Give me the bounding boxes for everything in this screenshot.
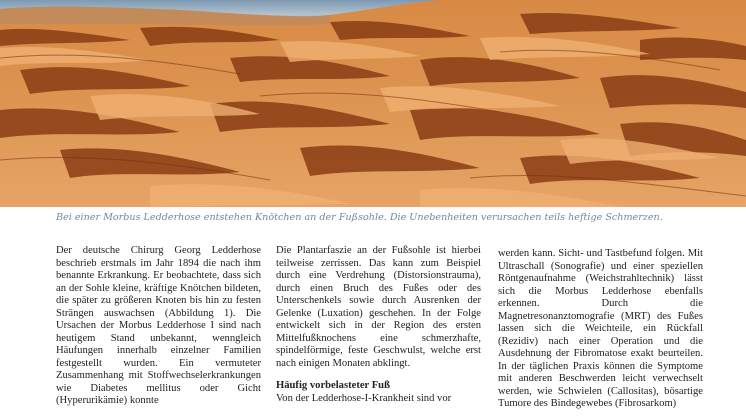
desert-dunes-photo [0,0,746,207]
text-column-1 [56,245,261,419]
paragraph: werden kann. Sicht- und Tastbefund folgen. Mit Ultraschall (Sonografie) und einer speziellen Röntgenaufnahme (Weichstrahltechnik) lässt sich die Morbus Ledderhose ebenfalls erkennen. Durch die Magnetresonanztomografie (MRT) des Fußes lassen sich die Weichteile, ein Rückfall (Rezidiv) nach einer Operation und die Ausdehnung der Fibromatose exakt beurteilen. In der täglichen Praxis können die Symptome mit anderen Beschwerden leicht verwechselt werden, wie Schwielen (Callositas), bösartige Tumore des Bindegewebes (Fibrosarkom) [498,248,703,409]
paragraph: Von der Ledderhose-I-Krankheit sind vor [276,392,452,404]
section-heading: Häufig vorbelasteter Fuß [276,380,390,391]
paragraph: Der deutsche Chirurg Georg Ledderhose beschrieb erstmals im Jahr 1894 die nach ihm benannte Erkrankung. Er beobachtete, dass sich an der Sohle kleine, kräftige Knötchen bildeten, die später zu größeren Knoten bis hin zu festen Strängen auswachsen (Abbildung 1). Die Ursachen der Morbus Ledderhose I sind nach heutigem Stand unbekannt, wenngleich Häufungen innerhalb einzelner Familien festgestellt wurden. Ein vermuteter Zusammenhang mit Stoffwechselerkrankungen wie Diabetes mellitus oder Gicht (Hyperurikämie) konnte [56,245,261,406]
text-column-2 [276,245,481,419]
text-column-3 [498,248,703,419]
paragraph: Die Plantarfaszie an der Fußsohle ist hierbei teilweise zerrissen. Das kann zum Beispiel durch eine Verdrehung (Distorsionstrauma), durch einen Bruch des Fußes oder des Unterschenkels sowie durch Ausrenken der Gelenke (Luxation) geschehen. In der Folge entwickelt sich in der Region des ersten Mittelfußknochens eine schmerzhafte, spindelförmige, feste Geschwulst, welche erst nach einigen Monaten abklingt. [276,245,481,369]
photo-caption: Bei einer Morbus Ledderhose entstehen Knötchen an der Fußsohle. Die Unebenheiten verursachen teils heftige Schmerzen. [56,212,663,223]
